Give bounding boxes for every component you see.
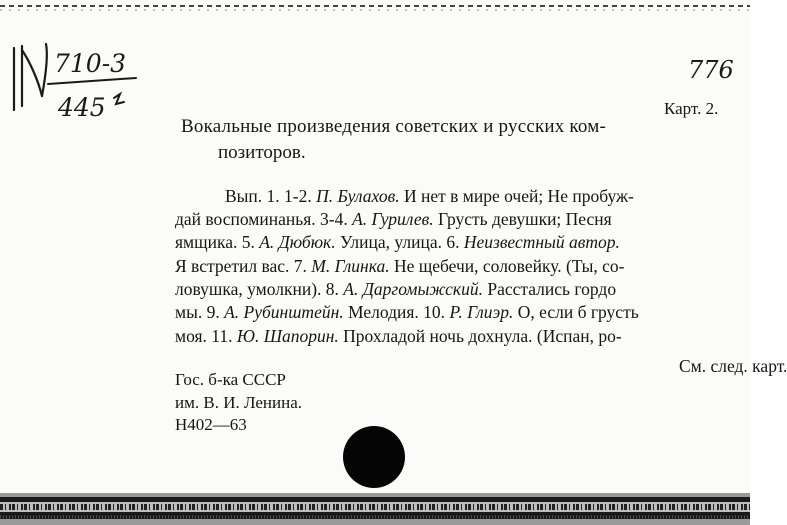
body-line: Я встретил вас. 7. М. Глинка. Не щебечи, соловейку. (Ты, со- [175,256,625,276]
body-line: ловушка, умолкни). 8. А. Даргомыжский. Расстались гордо [175,279,617,299]
body-line: ямщика. 5. А. Дюбюк. Улица, улица. 6. Неизвестный автор. [175,232,620,252]
card-title: Вокальные произведения советских и русских ком- [181,116,606,137]
card-title-continuation: позиторов. [218,142,306,163]
bottom-scan-strip [0,493,750,525]
body-line: Вып. 1. 1-2. П. Булахов. И нет в мире очей; Не пробуж- [225,186,634,206]
svg-text:445: 445 [58,93,106,122]
handwritten-shelfmark [8,40,148,140]
body-line: дай воспоминанья. 3-4. А. Гурилев. Грусть девушки; Песня [175,209,612,229]
svg-text:776: 776 [688,56,734,84]
card-code: Н402—63 [175,415,247,434]
library-dedication: им. В. И. Ленина. [175,393,303,412]
continuation-note: См. след. карт. [679,356,787,376]
card-number: Карт. 2. [664,99,719,118]
svg-text:710-3: 710-3 [54,49,127,78]
library-name: Гос. б-ка СССР [175,370,286,389]
body-line: моя. 11. Ю. Шапорин. Прохладой ночь дохнула. (Испан, ро- [175,326,622,346]
handwritten-number [686,50,746,90]
punched-hole [343,426,405,488]
top-dashed-border [0,2,750,12]
body-line: мы. 9. А. Рубинштейн. Мелодия. 10. Р. Глиэр. О, если б грусть [175,302,639,322]
